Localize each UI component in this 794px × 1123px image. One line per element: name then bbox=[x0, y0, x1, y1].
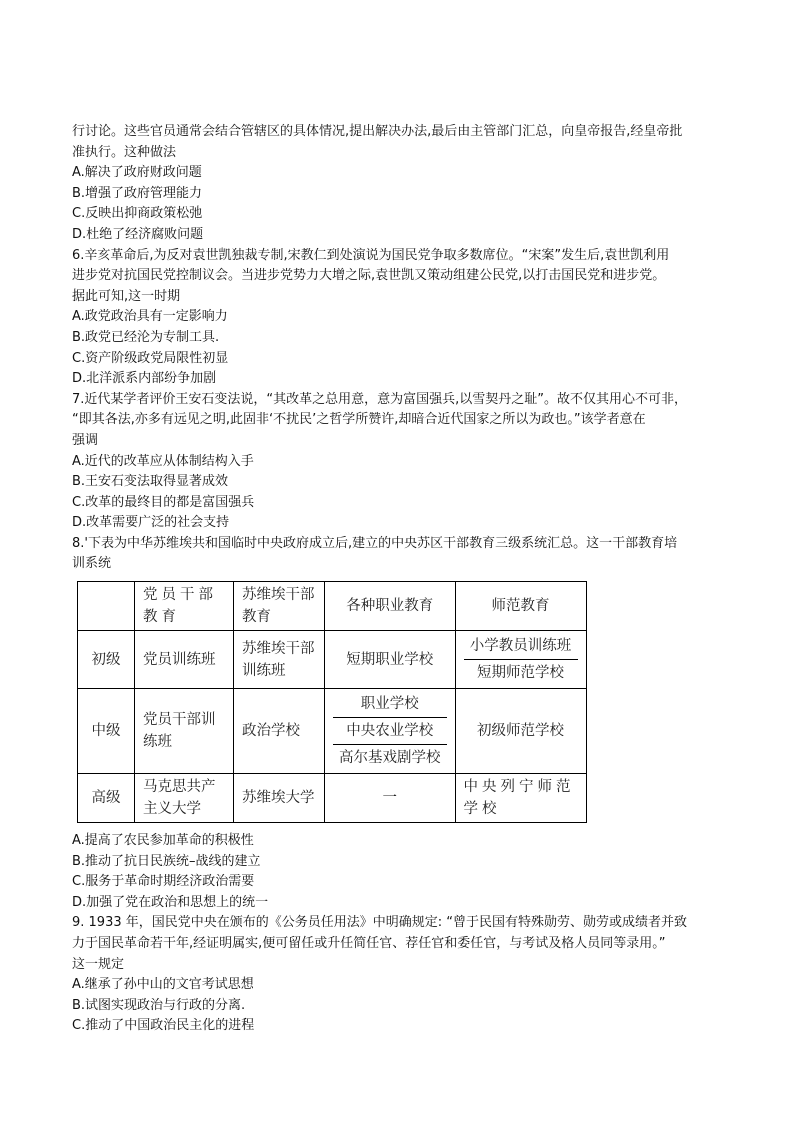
q9-stem: 9. 1933 年，国民党中央在颁布的《公务员任用法》中明确规定: “曾于民国有特殊勋劳、勋劳或成绩者并致 bbox=[72, 915, 687, 931]
vocational-cell bbox=[325, 689, 456, 774]
q9-stem: 这一规定 bbox=[72, 956, 125, 972]
header-party-cadre: 党员干部教育 bbox=[135, 582, 234, 631]
q7-stem: 强调 bbox=[72, 432, 99, 448]
table-corner-cell bbox=[78, 582, 135, 631]
q6-option-b: B.政党已经沦为专制工具. bbox=[72, 329, 220, 345]
soviet-cell: 苏维埃大学 bbox=[234, 774, 325, 823]
q6-stem: 进步党对抗国民党控制议会。当进步党势力大增之际,袁世凯又策动组建公民党,以打击国民党和进步党。 bbox=[72, 268, 666, 284]
vocational-cell: 短期职业学校 bbox=[325, 631, 456, 689]
q6-option-a: A.政党政治具有一定影响力 bbox=[72, 309, 228, 325]
q7-option-b: B.王安石变法取得显著成效 bbox=[72, 474, 229, 490]
vocational-subcell: 职业学校 bbox=[333, 691, 447, 718]
cadre-education-table bbox=[77, 581, 587, 823]
q5-option-a: A.解决了政府财政问题 bbox=[72, 165, 202, 181]
party-cell: 党员训练班 bbox=[135, 631, 234, 689]
level-cell: 初级 bbox=[78, 631, 135, 689]
soviet-cell: 苏维埃干部训练班 bbox=[234, 631, 325, 689]
q7-stem: 7.近代某学者评价王安石变法说，“其改革之总用意，意为富国强兵,以雪契丹之耻”。故不仅其用心不可非， bbox=[72, 391, 688, 407]
q6-option-c: C.资产阶级政党局限性初显 bbox=[72, 350, 229, 366]
q5-option-b: B.增强了政府管理能力 bbox=[72, 185, 203, 201]
normal-cell: 初级师范学校 bbox=[455, 689, 586, 774]
vocational-cell: 一 bbox=[325, 774, 456, 823]
normal-subcell: 短期师范学校 bbox=[477, 665, 564, 682]
q6-stem: 据此可知,这一时期 bbox=[72, 288, 181, 304]
text-line: 准执行。这种做法 bbox=[72, 144, 177, 160]
q7-option-d: D.改革需要广泛的社会支持 bbox=[72, 515, 230, 531]
header-normal: 师范教育 bbox=[455, 582, 586, 631]
q9-option-b: B.试图实现政治与行政的分离. bbox=[72, 997, 246, 1013]
q9-option-c: C.推动了中国政治民主化的进程 bbox=[72, 1018, 255, 1034]
q6-option-d: D.北洋派系内部纷争加剧 bbox=[72, 371, 217, 387]
q8-option-c: C.服务于革命时期经济政治需要 bbox=[72, 874, 255, 890]
soviet-cell: 政治学校 bbox=[234, 689, 325, 774]
q9-stem: 力于国民革命若干年,经证明属实,便可留任或升任简任官、荐任官和委任官，与考试及格人员同等录用。” bbox=[72, 936, 666, 952]
party-cell: 马克思共产主义大学 bbox=[135, 774, 234, 823]
vocational-subcell: 高尔基戏剧学校 bbox=[339, 750, 441, 767]
table-row bbox=[78, 689, 587, 774]
table-row bbox=[78, 631, 587, 689]
normal-subcell: 小学教员训练班 bbox=[464, 633, 578, 660]
table-row bbox=[78, 774, 587, 823]
q7-stem: “即其各法,亦多有远见之明,此固非‘不扰民’之哲学所赞许,却暗合近代国家之所以为政也。”该学者意在 bbox=[72, 412, 646, 428]
text-line: 行讨论。这些官员通常会结合管辖区的具体情况,提出解决办法,最后由主管部门汇总，向皇帝报告,经皇帝批 bbox=[72, 124, 683, 139]
q8-stem: 训系统 bbox=[72, 556, 112, 572]
q8-option-a: A.提高了农民参加革命的积极性 bbox=[72, 833, 254, 849]
q5-option-d: D.杜绝了经济腐败问题 bbox=[72, 226, 204, 242]
level-cell: 高级 bbox=[78, 774, 135, 823]
party-cell: 党员干部训练班 bbox=[135, 689, 234, 774]
normal-cell bbox=[455, 631, 586, 689]
q5-option-c: C.反映出抑商政策松弛 bbox=[72, 206, 203, 222]
level-cell: 中级 bbox=[78, 689, 135, 774]
q7-option-a: A.近代的改革应从体制结构入手 bbox=[72, 453, 254, 469]
header-vocational: 各种职业教育 bbox=[325, 582, 456, 631]
q8-option-b: B.推动了抗日民族统–战线的建立 bbox=[72, 853, 261, 869]
normal-cell: 中央列宁师范学校 bbox=[455, 774, 586, 823]
table-header-row bbox=[78, 582, 587, 631]
vocational-subcell: 中央农业学校 bbox=[333, 718, 447, 745]
q6-stem: 6.辛亥革命后,为反对袁世凯独裁专制,宋教仁到处演说为国民党争取多数席位。“宋案”发生后,袁世凯利用 bbox=[72, 247, 670, 263]
q8-option-d: D.加强了党在政治和思想上的统一 bbox=[72, 894, 269, 910]
q9-option-a: A.继承了孙中山的文官考试思想 bbox=[72, 977, 254, 993]
exam-page bbox=[72, 122, 724, 1037]
q7-option-c: C.改革的最终目的都是富国强兵 bbox=[72, 494, 255, 510]
q8-stem: 8.'下表为中华苏维埃共和国临时中央政府成立后,建立的中央苏区干部教育三级系统汇总。这一干部教育培 bbox=[72, 535, 678, 551]
header-soviet-cadre: 苏维埃干部教育 bbox=[234, 582, 325, 631]
